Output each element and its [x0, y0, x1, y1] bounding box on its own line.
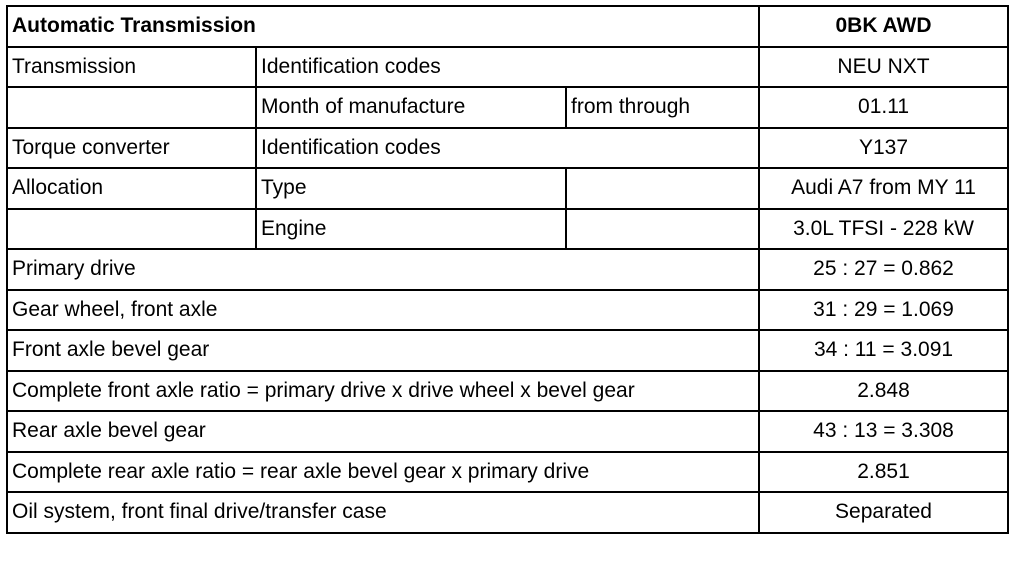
empty-cell — [7, 87, 256, 128]
row-sub-type: Type — [256, 168, 566, 209]
row-value-primary-drive: 25 : 27 = 0.862 — [759, 249, 1008, 290]
row-value-vehicle-type: Audi A7 from MY 11 — [759, 168, 1008, 209]
table-row — [7, 168, 1008, 209]
empty-cell — [566, 209, 759, 250]
table-row — [7, 87, 1008, 128]
table-title: Automatic Transmission — [7, 6, 759, 47]
row-label-allocation: Allocation — [7, 168, 256, 209]
table-row — [7, 492, 1008, 533]
row-sub-month-of-manufacture: Month of manufacture — [256, 87, 566, 128]
row-value-front-axle-ratio: 2.848 — [759, 371, 1008, 412]
table-row — [7, 209, 1008, 250]
table-row — [7, 452, 1008, 493]
header-row — [7, 6, 1008, 47]
row-value-rear-axle-ratio: 2.851 — [759, 452, 1008, 493]
row-value-transmission-codes: NEU NXT — [759, 47, 1008, 88]
row-value-torque-converter-code: Y137 — [759, 128, 1008, 169]
row-value-oil-system: Separated — [759, 492, 1008, 533]
row-label-primary-drive: Primary drive — [7, 249, 759, 290]
empty-cell — [566, 168, 759, 209]
table-row — [7, 249, 1008, 290]
row-label-rear-axle-bevel-gear: Rear axle bevel gear — [7, 411, 759, 452]
row-value-rear-axle-bevel-gear: 43 : 13 = 3.308 — [759, 411, 1008, 452]
row-sub-engine: Engine — [256, 209, 566, 250]
row-value-front-axle-bevel-gear: 34 : 11 = 3.091 — [759, 330, 1008, 371]
row-label-gear-wheel-front-axle: Gear wheel, front axle — [7, 290, 759, 331]
row-sub-identification-codes: Identification codes — [256, 128, 759, 169]
table-row — [7, 47, 1008, 88]
table-row — [7, 128, 1008, 169]
row-label-front-axle-bevel-gear: Front axle bevel gear — [7, 330, 759, 371]
table-row — [7, 411, 1008, 452]
table-row — [7, 330, 1008, 371]
row-label-front-axle-ratio: Complete front axle ratio = primary drive x drive wheel x bevel gear — [7, 371, 759, 412]
row-label-oil-system: Oil system, front final drive/transfer case — [7, 492, 759, 533]
model-code: 0BK AWD — [759, 6, 1008, 47]
row-label-rear-axle-ratio: Complete rear axle ratio = rear axle bevel gear x primary drive — [7, 452, 759, 493]
row-sub-identification-codes: Identification codes — [256, 47, 759, 88]
row-label-transmission: Transmission — [7, 47, 256, 88]
empty-cell — [7, 209, 256, 250]
table-row — [7, 371, 1008, 412]
row-value-gear-wheel-front-axle: 31 : 29 = 1.069 — [759, 290, 1008, 331]
transmission-spec-table — [6, 5, 1009, 534]
row-qualifier-from-through: from through — [566, 87, 759, 128]
table-row — [7, 290, 1008, 331]
row-label-torque-converter: Torque converter — [7, 128, 256, 169]
row-value-engine: 3.0L TFSI - 228 kW — [759, 209, 1008, 250]
row-value-manufacture-date: 01.11 — [759, 87, 1008, 128]
